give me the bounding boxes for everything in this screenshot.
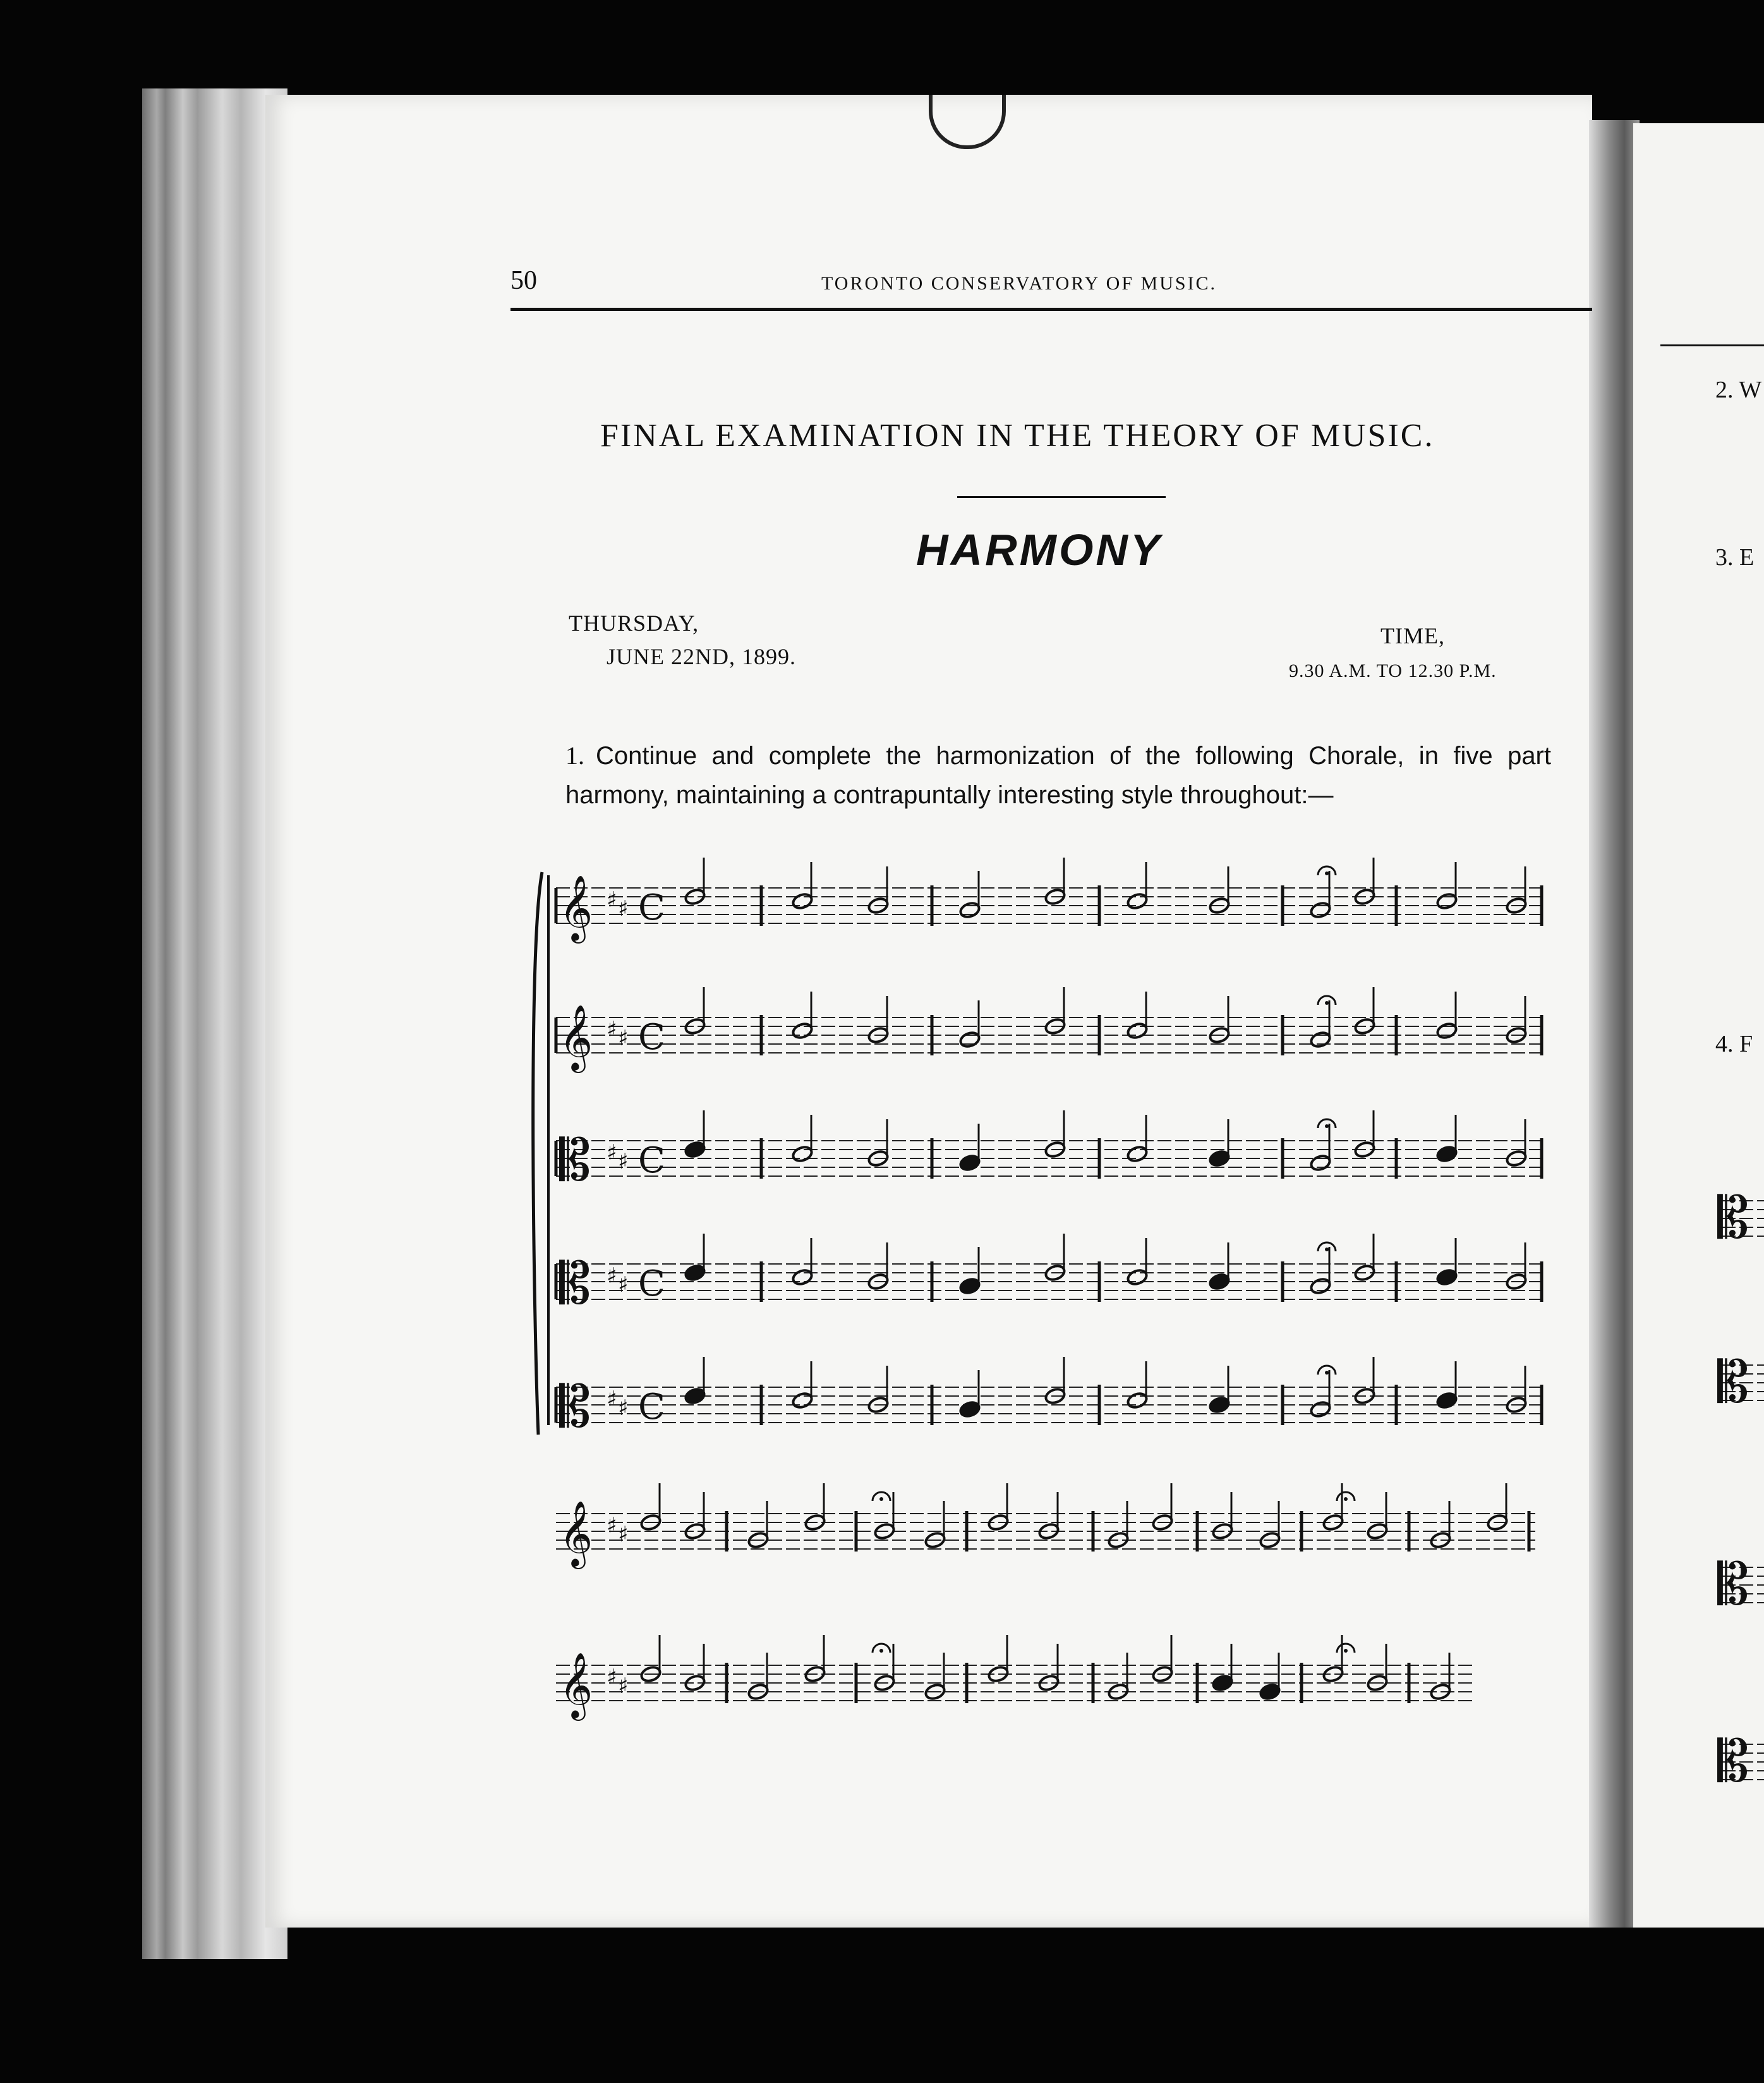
- quarter-note: [1208, 1395, 1230, 1414]
- system-brace: [533, 872, 542, 1435]
- half-note: [791, 1391, 813, 1409]
- half-note: [1126, 892, 1148, 910]
- quarter-note: [1208, 1272, 1230, 1290]
- fermata-dot: [1325, 1001, 1329, 1005]
- half-note: [1037, 1522, 1060, 1540]
- sharp-sign: ♯: [607, 1140, 617, 1165]
- half-note: [684, 1522, 706, 1540]
- sharp-sign: ♯: [607, 1513, 617, 1538]
- quarter-note: [684, 1263, 706, 1282]
- bass-clef-icon: 𝄡: [1717, 1728, 1749, 1795]
- half-note: [791, 1268, 813, 1286]
- sharp-sign: ♯: [618, 1522, 629, 1547]
- half-note: [791, 1021, 813, 1040]
- fermata-dot: [1344, 1497, 1348, 1501]
- half-note: [1309, 1400, 1331, 1418]
- fermata-dot: [1344, 1649, 1348, 1653]
- half-note: [1309, 1277, 1331, 1295]
- half-note: [1126, 1021, 1148, 1040]
- quarter-note: [958, 1400, 981, 1418]
- quarter-note: [1208, 1149, 1230, 1167]
- sharp-sign: ♯: [618, 1395, 629, 1421]
- half-note: [1322, 1665, 1344, 1683]
- c-clef-icon: 𝄡: [559, 1374, 591, 1440]
- sharp-sign: ♯: [607, 887, 617, 913]
- half-note: [1309, 901, 1331, 919]
- exam-title: FINAL EXAMINATION IN THE THEORY OF MUSIC.: [600, 418, 1435, 454]
- question-number: 1.: [565, 741, 584, 770]
- subject-heading: HARMONY: [916, 525, 1163, 574]
- facing-header-rule: [1660, 344, 1764, 346]
- half-note: [1322, 1513, 1344, 1531]
- page-number: 50: [510, 266, 537, 295]
- quarter-note: [1259, 1682, 1281, 1701]
- facing-question-4: 4. F: [1715, 1031, 1753, 1057]
- sharp-sign: ♯: [618, 1026, 629, 1051]
- sharp-sign: ♯: [607, 1263, 617, 1289]
- c-clef-icon: 𝄡: [559, 1127, 591, 1194]
- exam-day: THURSDAY,: [569, 610, 699, 636]
- bass-clef-icon: 𝄡: [1717, 1185, 1749, 1251]
- common-time-icon: C: [638, 887, 665, 928]
- fermata-dot: [1325, 1124, 1329, 1128]
- treble-clef-icon: 𝄞: [559, 1500, 593, 1567]
- quarter-note: [1435, 1268, 1458, 1286]
- fermata-dot: [1325, 871, 1329, 875]
- quarter-note: [958, 1277, 981, 1295]
- half-note: [684, 887, 706, 906]
- half-note: [1309, 1153, 1331, 1172]
- quarter-note: [1211, 1673, 1233, 1692]
- half-note: [684, 1017, 706, 1035]
- half-note: [1309, 1030, 1331, 1048]
- question-text: Continue and complete the harmonization of the following Chorale, in five part harmony, maintaining a contrapuntally interesting style throughout:—: [565, 742, 1551, 809]
- quarter-note: [1435, 1145, 1458, 1163]
- half-note: [1435, 892, 1458, 910]
- sharp-sign: ♯: [618, 1272, 629, 1297]
- facing-question-3: 3. E: [1715, 544, 1755, 571]
- facing-question-2: 2. W: [1715, 377, 1762, 403]
- half-note: [791, 1145, 813, 1163]
- quarter-note: [1435, 1391, 1458, 1409]
- half-note: [1037, 1673, 1060, 1692]
- half-note: [1435, 1021, 1458, 1040]
- half-note: [1126, 1391, 1148, 1409]
- common-time-icon: C: [638, 1263, 665, 1304]
- sharp-sign: ♯: [618, 1673, 629, 1699]
- treble-clef-icon: 𝄞: [559, 875, 593, 941]
- half-note: [958, 901, 981, 919]
- c-clef-icon: 𝄡: [559, 1251, 591, 1317]
- treble-clef-icon: 𝄞: [559, 1004, 593, 1071]
- common-time-icon: C: [638, 1387, 665, 1428]
- bass-clef-icon: 𝄡: [1717, 1349, 1749, 1416]
- common-time-icon: C: [638, 1017, 665, 1058]
- fermata-dot: [879, 1497, 883, 1501]
- time-range: 9.30 A.M. TO 12.30 P.M.: [1289, 660, 1497, 681]
- half-note: [1126, 1268, 1148, 1286]
- fermata-dot: [1325, 1371, 1329, 1375]
- quarter-note: [958, 1153, 981, 1172]
- fermata-dot: [1325, 1248, 1329, 1251]
- common-time-icon: C: [638, 1140, 665, 1181]
- half-note: [1126, 1145, 1148, 1163]
- bass-clef-icon: 𝄡: [1717, 1552, 1749, 1618]
- half-note: [958, 1030, 981, 1048]
- time-label: TIME,: [1380, 623, 1445, 648]
- sharp-sign: ♯: [607, 1017, 617, 1042]
- sharp-sign: ♯: [618, 896, 629, 921]
- exam-date: JUNE 22ND, 1899.: [607, 644, 796, 669]
- quarter-note: [684, 1387, 706, 1405]
- sharp-sign: ♯: [607, 1387, 617, 1412]
- sharp-sign: ♯: [618, 1149, 629, 1174]
- treble-clef-icon: 𝄞: [559, 1652, 593, 1718]
- fermata-dot: [879, 1649, 883, 1653]
- running-head: TORONTO CONSERVATORY OF MUSIC.: [821, 273, 1217, 294]
- half-note: [684, 1673, 706, 1692]
- sharp-sign: ♯: [607, 1665, 617, 1690]
- quarter-note: [684, 1140, 706, 1158]
- half-note: [791, 892, 813, 910]
